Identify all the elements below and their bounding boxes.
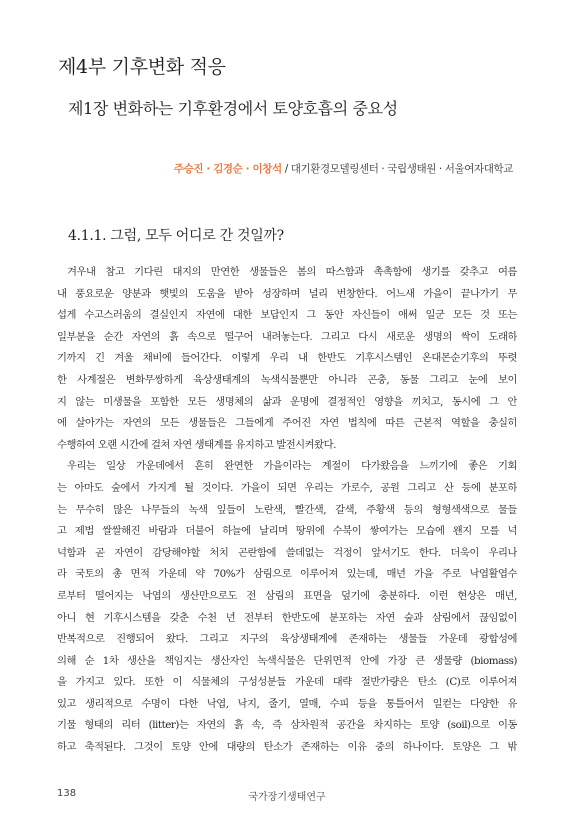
page-number: 138 (57, 788, 77, 799)
journal-name: 국가장기생태연구 (248, 792, 326, 803)
body-line: 고 제법 쌀쌀해진 바람과 더불어 하늘에 날리며 땅위에 수북이 쌓여가는 모습에 왠지 모를 넉 (57, 525, 517, 538)
body-line: 섭게 수고스러움의 결실인지 자연에 대한 보답인지 그 동안 자신들이 애써 일군 모든 것 또는 (57, 309, 517, 322)
body-text (57, 262, 517, 759)
body-line: 내 풍요로운 양분과 햇빛의 도움을 받아 성장하며 널리 번창한다. 어느새 가을이 끝나가기 무 (57, 287, 517, 300)
body-line: 을 가지고 있다. 또한 이 식물체의 구성성분들 가운데 대략 절반가량은 탄소 (C)로 이루어져 (57, 676, 517, 689)
section-title: 4.1.1. 그럼, 모두 어디로 간 것일까? (68, 228, 284, 244)
body-line: 기물 형태의 리터 (litter)는 자연의 흙 속, 즉 삼차원적 공간을 차지하는 토양 (soil)으로 이동 (57, 719, 517, 732)
body-line: 우리는 일상 가운데에서 흔히 완연한 가을이라는 계절이 다가왔음을 느끼기에 좋은 기회 (67, 460, 517, 473)
body-line: 일부분을 순간 자연의 흙 속으로 떨구어 내려놓는다. 그리고 다시 새로운 생명의 싹이 도래하 (57, 330, 517, 343)
body-line: 는 아마도 숲에서 가지게 될 것이다. 가을이 되면 우리는 가로수, 공원 그리고 산 등에 분포하 (57, 481, 517, 494)
body-line: 한 사계절은 변화무쌍하게 육상생태계의 녹색식물뿐만 아니라 곤충, 동물 그리고 눈에 보이 (57, 373, 517, 386)
body-line: 에 살아가는 자연의 모든 생물들은 그들에게 주어진 자연 법칙에 따른 근본적 역할을 충실히 (57, 417, 517, 430)
author-separator: / (281, 163, 291, 175)
body-line: 하고 축적된다. 그것이 토양 안에 대량의 탄소가 존재하는 이유 중의 하나이다. 토양은 그 밖 (57, 741, 517, 754)
body-line: 아니 현 기후시스템을 갖춘 수천 년 전부터 한반도에 분포하는 자연 숲과 삼림에서 끊임없이 (57, 611, 517, 624)
body-line: 는 무수히 많은 나무들의 녹색 잎들이 노란색, 빨간색, 갈색, 주황색 등의 형형색색으로 물들 (57, 503, 517, 516)
body-line: 넉함과 곧 자연이 감당해야할 처치 곤란함에 쓸데없는 걱정이 앞서기도 한다. 더욱이 우리나 (57, 546, 517, 559)
body-line: 로부터 떨어지는 낙엽의 생산만으로도 전 삼림의 표면을 덮기에 충분하다. 이런 현상은 매년, (57, 589, 517, 602)
author-affiliations: 대기환경모델링센터 · 국립생태원 · 서울여자대학교 (290, 163, 513, 175)
part-title: 제4부 기후변화 적응 (58, 56, 226, 78)
chapter-title: 제1장 변화하는 기후환경에서 토양호흡의 중요성 (68, 99, 398, 118)
body-line: 기까지 긴 겨울 채비에 들어간다. 이렇게 우리 내 한반도 기후시스템인 온대몬순기후의 뚜렷 (57, 352, 517, 365)
body-line: 의해 순 1차 생산을 책임지는 생산자인 녹색식물은 단위면적 안에 가장 큰 생물량 (biomass) (57, 654, 517, 667)
page-footer (57, 788, 517, 804)
body-line: 겨우내 참고 기다린 대지의 만연한 생물들은 봄의 따스함과 촉촉함에 생기를 갖추고 여름 (67, 266, 517, 278)
author-line (174, 161, 513, 176)
body-line: 반복적으로 진행되어 왔다. 그리고 지구의 육상생태계에 존재하는 생물들 가운데 광합성에 (57, 633, 517, 646)
body-line: 라 국토의 총 면적 가운데 약 70%가 삼림으로 이루어져 있는데, 매년 가을 주로 낙엽활엽수 (57, 568, 517, 581)
body-line: 지 않는 미생물을 포함한 모든 생명체의 삶과 운명에 결정적인 영향을 끼치고, 동시에 그 안 (57, 395, 517, 408)
body-line: 수행하여 오랜 시간에 걸쳐 자연 생태계를 유지하고 발전시켜왔다. (57, 438, 336, 451)
body-line: 있고 생리적으로 수명이 다한 낙엽, 낙지, 줄기, 열매, 수피 등을 통틀어서 일컫는 다양한 유 (57, 697, 517, 710)
author-names: 주승진 · 김경순 · 이창석 (173, 163, 282, 175)
